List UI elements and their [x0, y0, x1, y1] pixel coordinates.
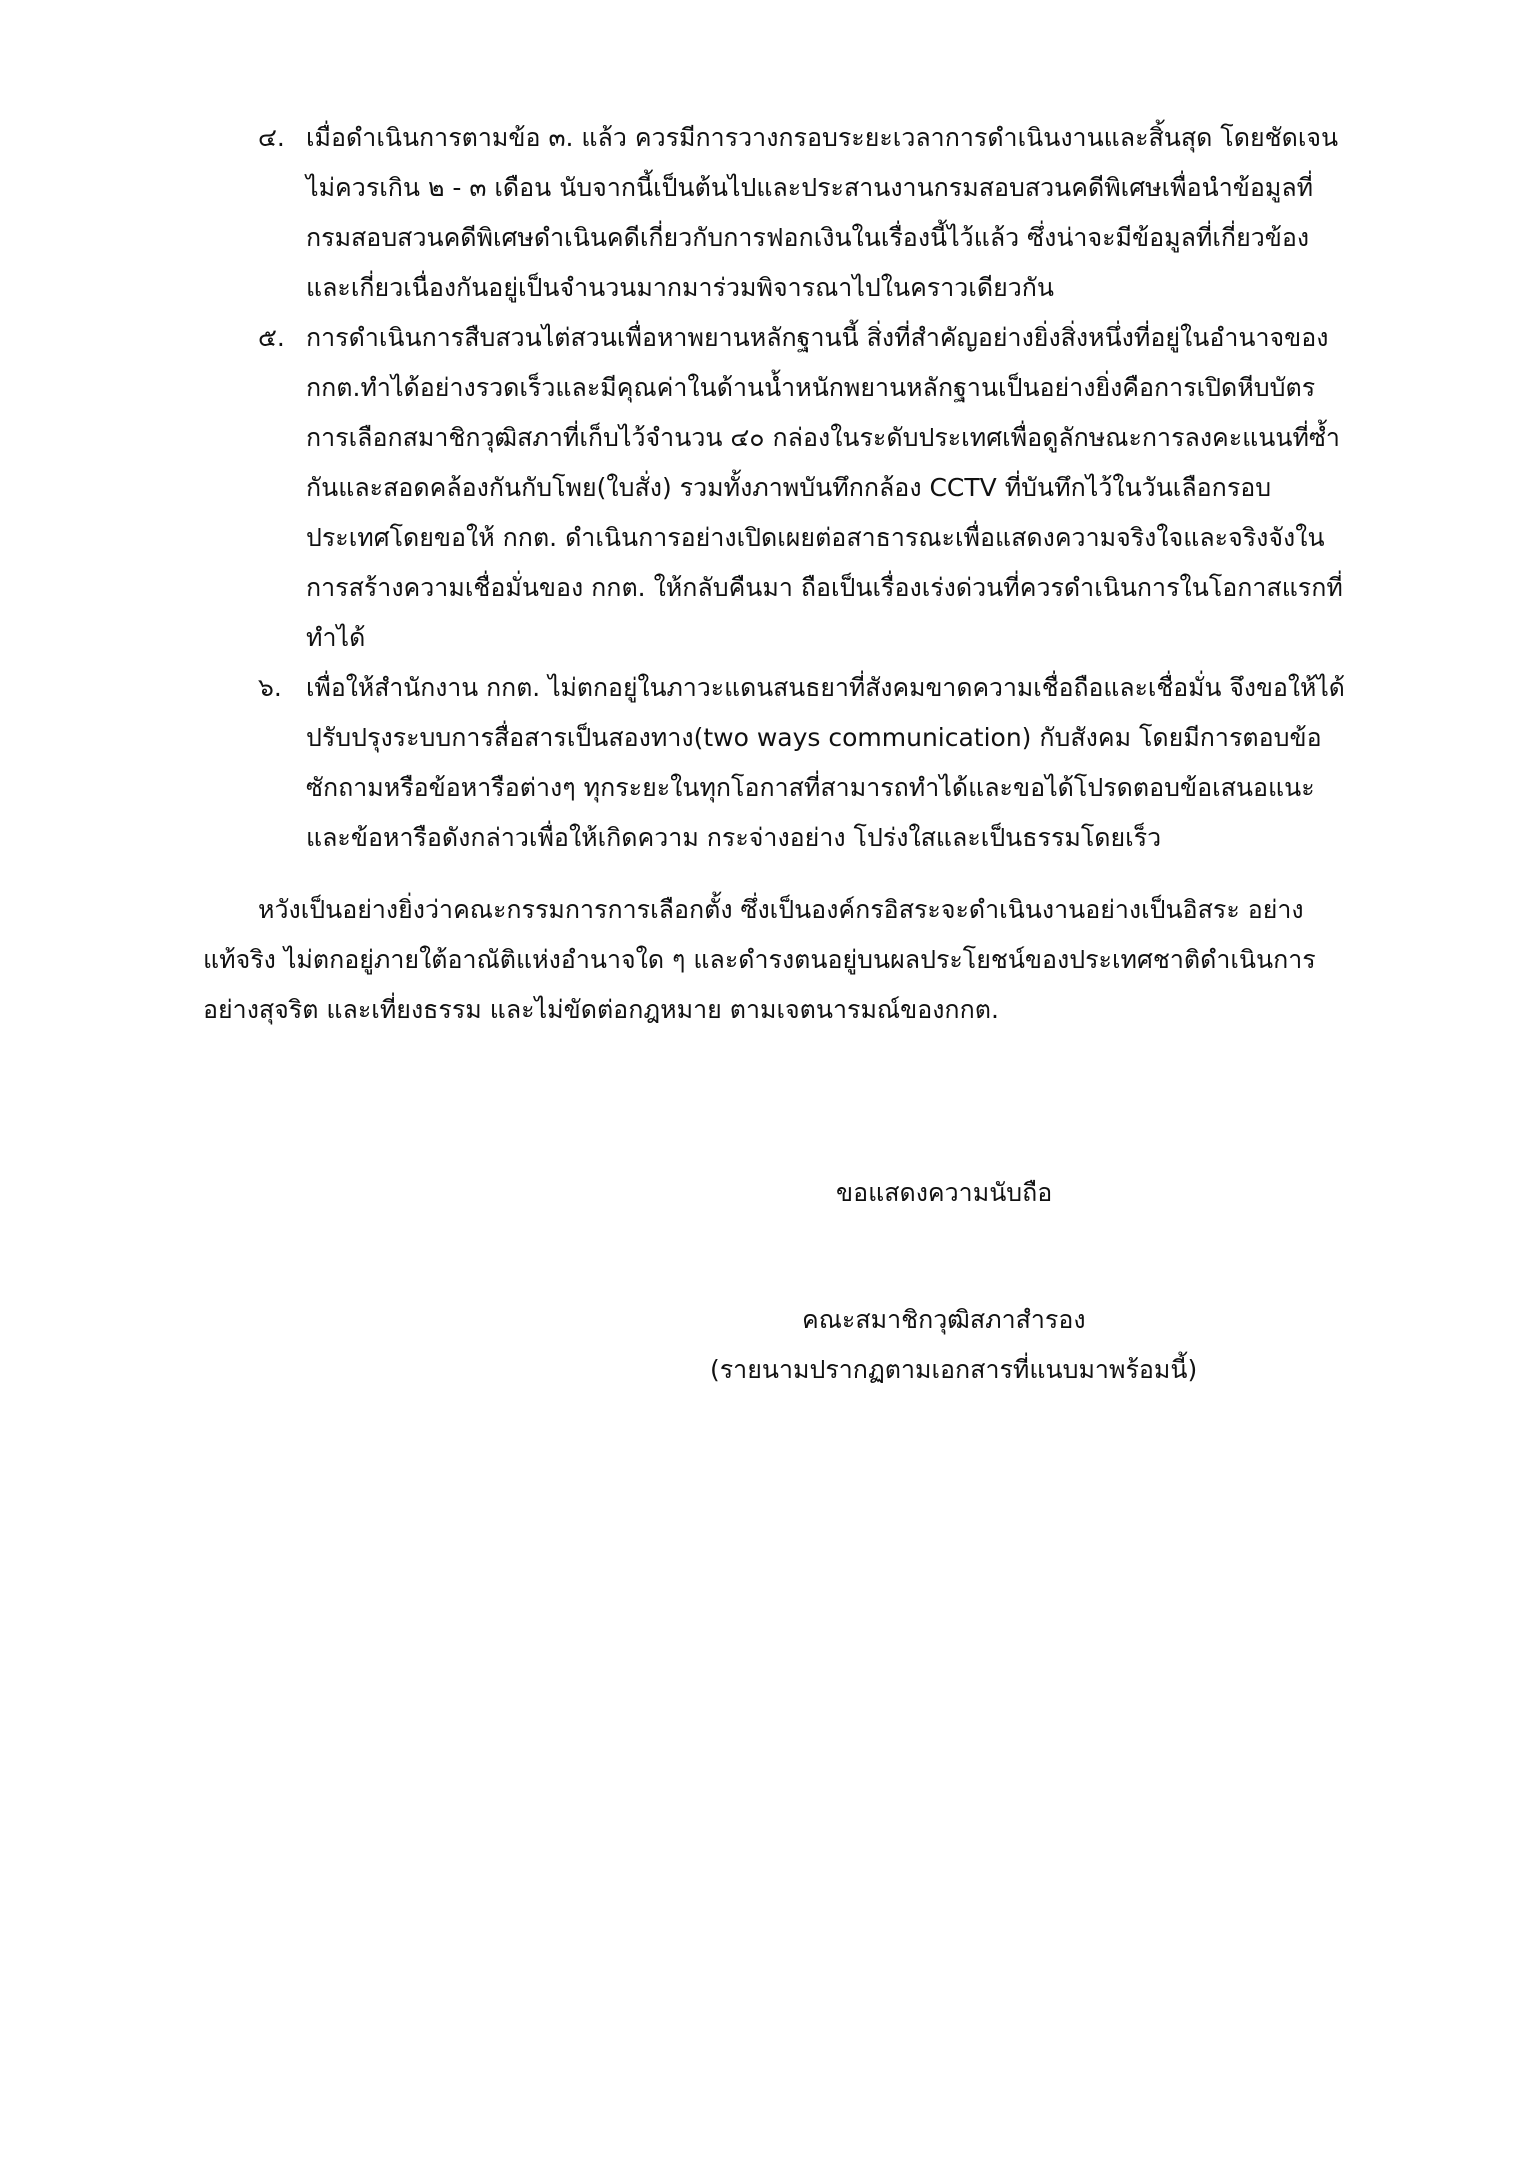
item-text-line: เพื่อให้สำนักงาน กกต. ไม่ตกอยู่ในภาวะแดนสนธยาที่สังคมขาดความเชื่อถือและเชื่อมั่น จึงขอให้ได้ [306, 673, 1345, 702]
item-text-line: การสร้างความเชื่อมั่นของ กกต. ให้กลับคืนมา ถือเป็นเรื่องเร่งด่วนที่ควรดำเนินการในโอกาสแรกที่ [306, 573, 1343, 602]
complimentary-close: ขอแสดงความนับถือ [836, 1178, 1053, 1207]
item-text-line: กันและสอดคล้องกันกับโพย(ใบสั่ง) รวมทั้งภาพบันทึกกล้อง CCTV ที่บันทึกไว้ในวันเลือกรอบ [306, 473, 1272, 502]
item-text-line: ซักถามหรือข้อหารือต่างๆ ทุกระยะในทุกโอกาสที่สามารถทำได้และขอได้โปรดตอบข้อเสนอแนะ [306, 773, 1315, 802]
item-text-line: เมื่อดำเนินการตามข้อ ๓. แล้ว ควรมีการวางกรอบระยะเวลาการดำเนินงานและสิ้นสุด โดยชัดเจน [306, 123, 1339, 152]
signature-name: คณะสมาชิกวุฒิสภาสำรอง [802, 1305, 1086, 1334]
item-text-line: ปรับปรุงระบบการสื่อสารเป็นสองทาง(two ways communication) กับสังคม โดยมีการตอบข้อ [306, 723, 1322, 752]
item-number: ๕. [258, 323, 285, 352]
item-text-line: ไม่ควรเกิน ๒ - ๓ เดือน นับจากนี้เป็นต้นไปและประสานงานกรมสอบสวนคดีพิเศษเพื่อนำข้อมูลที่ [306, 173, 1314, 202]
item-text-line: กรมสอบสวนคดีพิเศษดำเนินคดีเกี่ยวกับการฟอกเงินในเรื่องนี้ไว้แล้ว ซึ่งน่าจะมีข้อมูลที่เกี่ยวข้อง [306, 223, 1310, 252]
signature-note: (รายนามปรากฏตามเอกสารที่แนบมาพร้อมนี้) [710, 1355, 1198, 1384]
item-text-line: ประเทศโดยขอให้ กกต. ดำเนินการอย่างเปิดเผยต่อสาธารณะเพื่อแสดงความจริงใจและจริงจังใน [306, 523, 1325, 552]
item-text-line: และเกี่ยวเนื่องกันอยู่เป็นจำนวนมากมาร่วมพิจารณาไปในคราวเดียวกัน [306, 273, 1054, 302]
item-text-line: กกต.ทำได้อย่างรวดเร็วและมีคุณค่าในด้านน้ำหนักพยานหลักฐานเป็นอย่างยิ่งคือการเปิดหีบบัตร [306, 373, 1316, 402]
paragraph-line: แท้จริง ไม่ตกอยู่ภายใต้อาณัติแห่งอำนาจใด ๆ และดำรงตนอยู่บนผลประโยชน์ของประเทศชาติดำเนินการ [203, 945, 1316, 974]
item-text-line: การเลือกสมาชิกวุฒิสภาที่เก็บไว้จำนวน ๔๐ กล่องในระดับประเทศเพื่อดูลักษณะการลงคะแนนที่ซ้ำ [306, 423, 1340, 452]
item-text-line: ทำได้ [306, 623, 366, 652]
item-number: ๖. [258, 673, 282, 702]
paragraph-line: หวังเป็นอย่างยิ่งว่าคณะกรรมการการเลือกตั้ง ซึ่งเป็นองค์กรอิสระจะดำเนินงานอย่างเป็นอิสระ อย่าง [258, 895, 1304, 924]
item-text-line: และข้อหารือดังกล่าวเพื่อให้เกิดความ กระจ่างอย่าง โปร่งใสและเป็นธรรมโดยเร็ว [306, 823, 1162, 852]
paragraph-line: อย่างสุจริต และเที่ยงธรรม และไม่ขัดต่อกฎหมาย ตามเจตนารมณ์ของกกต. [203, 995, 999, 1024]
item-text-line: การดำเนินการสืบสวนไต่สวนเพื่อหาพยานหลักฐานนี้ สิ่งที่สำคัญอย่างยิ่งสิ่งหนึ่งที่อยู่ในอำนาจของ [306, 323, 1329, 352]
item-number: ๔. [258, 123, 285, 152]
